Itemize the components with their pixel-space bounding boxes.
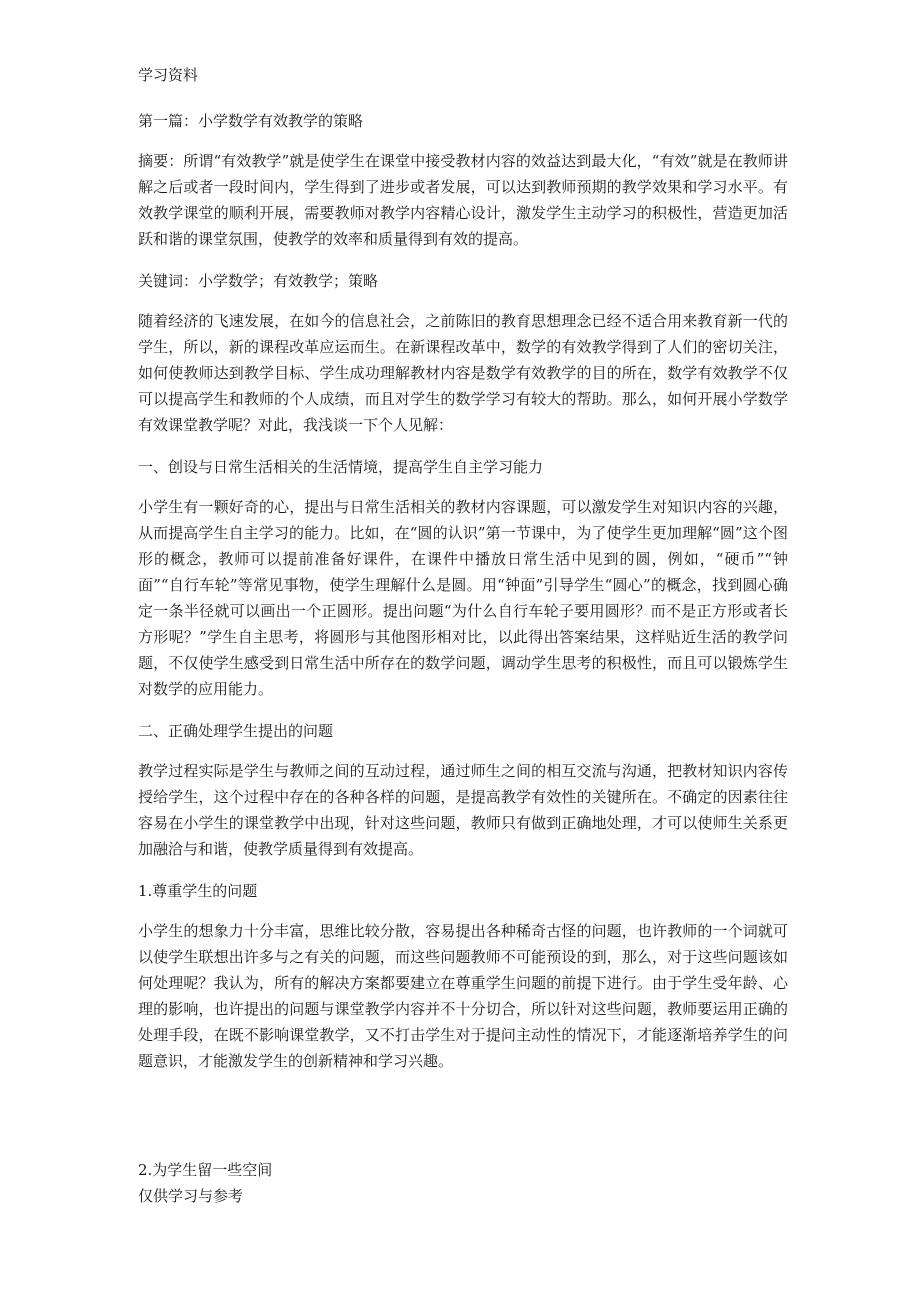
page-header: 学习资料 [138,66,199,84]
page-footer: 仅供学习与参考 [138,1187,244,1205]
article-title: 第一篇：小学数学有效教学的策略 [138,112,364,130]
section-1-paragraph: 小学生有一颗好奇的心，提出与日常生活相关的教材内容课题，可以激发学生对知识内容的兴趣，从而提高学生自主学习的能力。比如，在“圆的认识”第一节课中，为了使学生更加理解“圆”这个图形的概念，教师可以提前准备好课件，在课件中播放日常生活中见到的圆，例如，“硬币”“钟面”“自行车轮”等常见事物，使学生理解什么是圆。用“钟面”引导学生“圆心”的概念，找到圆心确定一条半径就可以画出一个正圆形。提出问题“为什么自行车轮子要用圆形？而不是正方形或者长方形呢？”学生自主思考，将圆形与其他图形相对比，以此得出答案结果，这样贴近生活的教学问题，不仅使学生感受到日常生活中所存在的数学问题，调动学生思考的积极性，而且可以锻炼学生对数学的应用能力。 [138,498,788,698]
section-2-heading: 二、正确处理学生提出的问题 [138,722,334,740]
section-2-paragraph: 教学过程实际是学生与教师之间的互动过程，通过师生之间的相互交流与沟通，把教材知识内容传授给学生，这个过程中存在的各种各样的问题，是提高教学有效性的关键所在。不确定的因素往往容易在小学生的课堂教学中出现，针对这些问题，教师只有做到正确地处理，才可以使师生关系更加融洽与和谐，使教学质量得到有效提高。 [138,762,788,858]
intro-paragraph: 随着经济的飞速发展，在如今的信息社会，之前陈旧的教育思想理念已经不适合用来教育新一代的学生，所以，新的课程改革应运而生。在新课程改革中，数学的有效教学得到了人们的密切关注，如何使教师达到教学目标、学生成功理解教材内容是数学有效教学的目的所在，数学有效教学不仅可以提高学生和教师的个人成绩，而且对学生的数学学习有较大的帮助。那么，如何开展小学数学有效课堂教学呢？对此，我浅谈一下个人见解： [138,312,788,434]
abstract-paragraph: 摘要：所谓“有效教学”就是使学生在课堂中接受教材内容的效益达到最大化，“有效”就是在教师讲解之后或者一段时间内，学生得到了进步或者发展，可以达到教师预期的教学效果和学习水平。有效教学课堂的顺利开展，需要教师对教学内容精心设计，激发学生主动学习的积极性，营造更加活跃和谐的课堂氛围，使教学的效率和质量得到有效的提高。 [138,152,788,248]
subsection-2-heading: 2.为学生留一些空间 [138,1161,273,1179]
keywords-line: 关键词：小学数学；有效教学；策略 [138,272,379,290]
subsection-1-paragraph: 小学生的想象力十分丰富，思维比较分散，容易提出各种稀奇古怪的问题，也许教师的一个词就可以使学生联想出许多与之有关的问题，而这些问题教师不可能预设的到，那么，对于这些问题该如何处理呢？我认为，所有的解决方案都要建立在尊重学生问题的前提下进行。由于学生受年龄、心理的影响，也许提出的问题与课堂教学内容并不十分切合，所以针对这些问题，教师要运用正确的处理手段，在既不影响课堂教学，又不打击学生对于提问主动性的情况下，才能逐渐培养学生的问题意识，才能激发学生的创新精神和学习兴趣。 [138,922,788,1070]
section-1-heading: 一、创设与日常生活相关的生活情境，提高学生自主学习能力 [138,458,544,476]
subsection-1-heading: 1.尊重学生的问题 [138,882,258,900]
document-page [138,62,788,1090]
